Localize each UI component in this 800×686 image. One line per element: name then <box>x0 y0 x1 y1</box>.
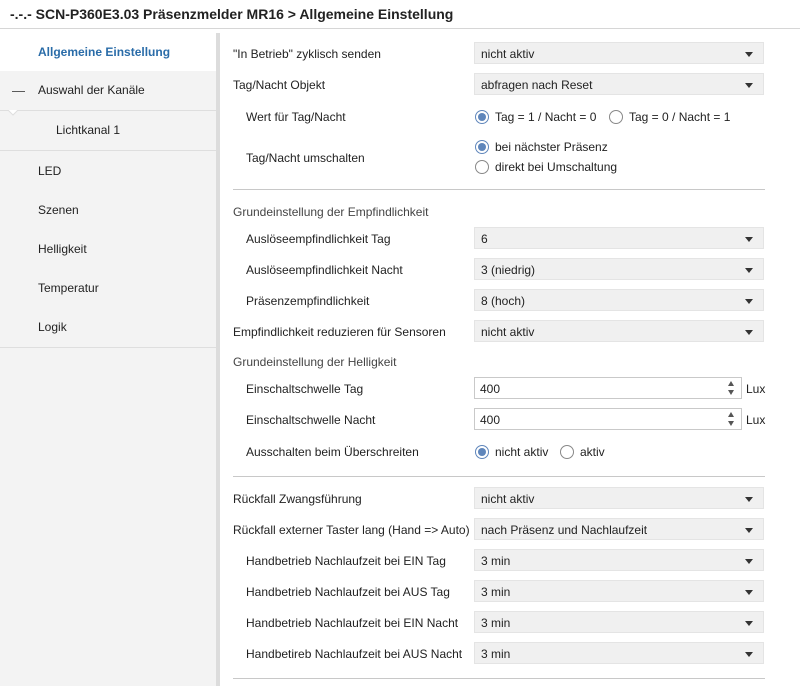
schwelle-nacht-label: Einschaltschwelle Nacht <box>246 413 376 427</box>
radio-label: Tag = 0 / Nacht = 1 <box>629 110 731 124</box>
chevron-down-icon <box>745 299 753 304</box>
in-betrieb-label: "In Betrieb" zyklisch senden <box>233 47 381 61</box>
ausschalten-radio-1[interactable] <box>475 445 489 459</box>
select-value: 3 min <box>481 647 511 661</box>
radio-label: bei nächster Präsenz <box>495 140 608 154</box>
hand-ein-nacht-select[interactable] <box>474 611 764 633</box>
sidebar-item-label: Allgemeine Einstellung <box>38 45 171 59</box>
rueckfall-taster-label: Rückfall externer Taster lang (Hand => Auto) <box>233 523 470 537</box>
ausschalten-label: Ausschalten beim Überschreiten <box>246 445 419 459</box>
in-betrieb-select[interactable] <box>474 42 764 64</box>
sidebar-item-label: Lichtkanal 1 <box>56 123 121 137</box>
select-value: 8 (hoch) <box>481 294 526 308</box>
schwelle-tag-input[interactable] <box>474 377 742 399</box>
hand-ein-nacht-label: Handbetrieb Nachlaufzeit bei EIN Nacht <box>246 616 459 630</box>
ausloese-tag-label: Auslöseempfindlichkeit Tag <box>246 232 391 246</box>
settings-panel <box>222 33 800 686</box>
tree-branch-icon <box>8 110 18 120</box>
ausloese-nacht-label: Auslöseempfindlichkeit Nacht <box>246 263 403 277</box>
sidebar-item-label: Auswahl der Kanäle <box>38 83 145 97</box>
tag-nacht-umschalten-radio-1[interactable] <box>475 140 489 154</box>
select-value: nicht aktiv <box>481 325 535 339</box>
chevron-down-icon <box>745 559 753 564</box>
chevron-down-icon <box>745 528 753 533</box>
radio-label: Tag = 1 / Nacht = 0 <box>495 110 597 124</box>
chevron-down-icon <box>745 652 753 657</box>
select-value: abfragen nach Reset <box>481 78 593 92</box>
chevron-down-icon <box>745 590 753 595</box>
sidebar-item-temperatur[interactable] <box>0 269 216 309</box>
sidebar-item-label: Szenen <box>38 203 79 217</box>
praesenz-empf-select[interactable] <box>474 289 764 311</box>
sidebar-item-label: Helligkeit <box>38 242 87 256</box>
spin-buttons[interactable] <box>727 379 737 397</box>
chevron-down-icon <box>745 268 753 273</box>
rueckfall-zwang-select[interactable] <box>474 487 764 509</box>
radio-label: nicht aktiv <box>495 445 549 459</box>
sidebar-splitter[interactable] <box>216 33 220 686</box>
hand-aus-nacht-label: Handbetireb Nachlaufzeit bei AUS Nacht <box>246 647 463 661</box>
chevron-down-icon <box>745 330 753 335</box>
select-value: 3 (niedrig) <box>481 263 536 277</box>
sidebar-item-label: Logik <box>38 320 67 334</box>
tag-nacht-umschalten-radio-2[interactable] <box>475 160 489 174</box>
praesenz-empf-label: Präsenzempfindlichkeit <box>246 294 370 308</box>
select-value: 3 min <box>481 585 511 599</box>
chevron-up-icon[interactable] <box>728 412 734 417</box>
sidebar-item-label: LED <box>38 164 62 178</box>
wert-tag-nacht-label: Wert für Tag/Nacht <box>246 110 346 124</box>
hand-ein-tag-label: Handbetrieb Nachlaufzeit bei EIN Tag <box>246 554 446 568</box>
chevron-down-icon <box>745 497 753 502</box>
section-title-helligkeit: Grundeinstellung der Helligkeit <box>233 355 397 369</box>
hand-aus-nacht-select[interactable] <box>474 642 764 664</box>
schwelle-tag-label: Einschaltschwelle Tag <box>246 382 364 396</box>
tag-nacht-objekt-label: Tag/Nacht Objekt <box>233 78 326 92</box>
window-title: -.-.- SCN-P360E3.03 Präsenzmelder MR16 > Allgemeine Einstellung <box>10 6 454 22</box>
chevron-down-icon <box>745 83 753 88</box>
chevron-up-icon[interactable] <box>728 381 734 386</box>
section-divider <box>233 678 765 679</box>
chevron-down-icon[interactable] <box>728 390 734 395</box>
sidebar-item-szenen[interactable] <box>0 191 216 231</box>
chevron-down-icon <box>745 621 753 626</box>
rueckfall-zwang-label: Rückfall Zwangsführung <box>233 492 362 506</box>
sidebar-item-label: Temperatur <box>38 281 99 295</box>
ausloese-nacht-select[interactable] <box>474 258 764 280</box>
chevron-down-icon <box>745 237 753 242</box>
chevron-down-icon[interactable] <box>728 421 734 426</box>
sidebar-item-logik[interactable] <box>0 308 216 348</box>
sidebar-item-lichtkanal-1[interactable] <box>0 111 216 151</box>
input-value: 400 <box>480 382 501 396</box>
empf-reduzieren-select[interactable] <box>474 320 764 342</box>
unit-label: Lux <box>746 413 766 427</box>
select-value: 3 min <box>481 554 511 568</box>
unit-label: Lux <box>746 382 766 396</box>
select-value: nach Präsenz und Nachlaufzeit <box>481 523 648 537</box>
hand-aus-tag-label: Handbetrieb Nachlaufzeit bei AUS Tag <box>246 585 450 599</box>
section-divider <box>233 476 765 477</box>
spin-buttons[interactable] <box>727 410 737 428</box>
sidebar-item-led[interactable] <box>0 152 216 192</box>
section-title-empfindlichkeit: Grundeinstellung der Empfindlichkeit <box>233 205 429 219</box>
ausloese-tag-select[interactable] <box>474 227 764 249</box>
input-value: 400 <box>480 413 501 427</box>
collapse-icon[interactable]: — <box>12 83 25 98</box>
ausschalten-radio-2[interactable] <box>560 445 574 459</box>
wert-tag-nacht-radio-2[interactable] <box>609 110 623 124</box>
radio-label: aktiv <box>580 445 605 459</box>
sidebar-item-auswahl-der-kanaele[interactable] <box>0 71 216 111</box>
tag-nacht-objekt-select[interactable] <box>474 73 764 95</box>
title-bar <box>0 0 800 29</box>
select-value: 3 min <box>481 616 511 630</box>
chevron-down-icon <box>745 52 753 57</box>
rueckfall-taster-select[interactable] <box>474 518 764 540</box>
schwelle-nacht-input[interactable] <box>474 408 742 430</box>
select-value: nicht aktiv <box>481 492 535 506</box>
tag-nacht-umschalten-label: Tag/Nacht umschalten <box>246 151 365 165</box>
empf-reduzieren-label: Empfindlichkeit reduzieren für Sensoren <box>233 325 446 339</box>
sidebar-item-allgemeine-einstellung[interactable] <box>0 33 216 73</box>
radio-label: direkt bei Umschaltung <box>495 160 618 174</box>
wert-tag-nacht-radio-1[interactable] <box>475 110 489 124</box>
select-value: nicht aktiv <box>481 47 535 61</box>
section-divider <box>233 189 765 190</box>
select-value: 6 <box>481 232 488 246</box>
sidebar <box>0 33 220 686</box>
hand-ein-tag-select[interactable] <box>474 549 764 571</box>
hand-aus-tag-select[interactable] <box>474 580 764 602</box>
sidebar-item-helligkeit[interactable] <box>0 230 216 270</box>
